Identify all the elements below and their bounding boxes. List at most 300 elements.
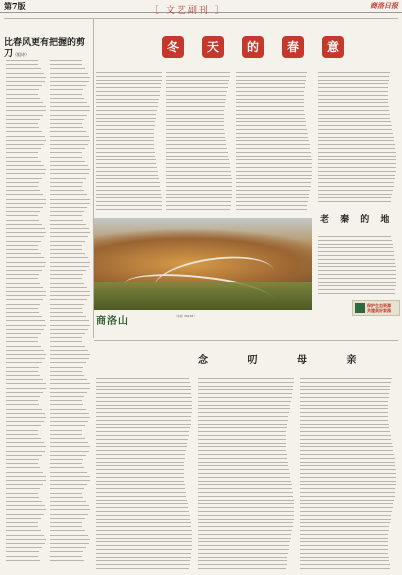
text-line [198,545,289,546]
text-line [300,443,392,444]
text-line [300,511,392,512]
text-line [50,257,88,258]
left-article-title [4,38,92,60]
text-line [96,553,191,554]
text-line [166,80,229,81]
text-line [6,501,42,502]
text-line [236,175,312,176]
text-line [166,152,228,153]
text-line [50,316,86,317]
banner-tile: 春 [282,36,304,58]
text-line [198,500,294,501]
text-line [318,289,395,290]
text-line [96,91,160,92]
text-line [96,431,189,432]
text-line [318,137,394,138]
text-line [198,386,293,387]
text-line [6,220,39,221]
text-line [198,560,287,561]
text-line [6,278,38,279]
text-line [96,427,190,428]
text-line [50,556,82,557]
text-line [50,77,90,78]
text-line [198,427,287,428]
text-line [50,203,90,204]
text-line [166,201,231,202]
text-line [300,408,388,409]
masthead-logo: 商洛日报 [370,1,398,10]
text-line [50,131,86,132]
text-line [6,358,45,359]
text-line [50,341,82,342]
text-line [6,337,38,338]
text-line [50,157,82,158]
text-line [318,125,392,126]
text-line [198,393,292,394]
text-line [6,488,40,489]
text-line [236,118,305,119]
text-line [318,278,396,279]
text-line [96,201,162,202]
text-line [50,304,84,305]
text-line [198,420,288,421]
text-line [318,144,395,145]
text-line [318,99,388,100]
text-line [50,81,89,82]
text-line [318,259,395,260]
text-line [96,171,158,172]
text-line [300,389,390,390]
text-line [50,228,89,229]
text-line [50,459,83,460]
text-line [236,163,312,164]
text-line [6,169,46,170]
text-line [198,503,294,504]
text-line [198,488,292,489]
text-line [50,417,90,418]
text-line [6,455,42,456]
text-line [166,159,229,160]
text-line [96,80,162,81]
text-line [50,148,85,149]
text-line [300,488,395,489]
text-line [318,118,390,119]
text-line [318,110,389,111]
text-line [96,408,192,409]
text-line [50,64,82,65]
text-line [96,534,192,535]
text-line [50,106,90,107]
text-line [96,412,192,413]
text-line [166,140,226,141]
text-line [318,236,391,237]
text-line [96,469,184,470]
text-line [6,140,46,141]
eco-logo-icon [355,303,365,313]
text-line [50,220,83,221]
text-line [198,541,290,542]
text-line [6,228,45,229]
text-line [96,424,191,425]
text-line [6,274,39,275]
text-line [300,431,390,432]
text-line [96,458,185,459]
text-line [300,378,392,379]
text-line [6,316,42,317]
text-line [6,329,44,330]
text-line [6,182,39,183]
text-line [198,378,294,379]
bottom-article-headline: 念 叨 母 亲 [198,355,375,366]
text-line [50,320,89,321]
text-line [236,152,311,153]
text-line [96,76,162,77]
text-line [50,283,84,284]
text-line [300,557,389,558]
text-line [6,119,40,120]
text-line [318,72,390,73]
text-line [236,110,304,111]
text-line [236,133,308,134]
text-line [50,68,85,69]
text-line [6,320,45,321]
text-line [50,127,83,128]
text-line [300,427,389,428]
text-line [96,114,156,115]
text-line [166,171,231,172]
text-line [6,207,43,208]
text-line [6,409,42,410]
text-line [6,148,41,149]
text-line [50,484,87,485]
text-line [198,553,288,554]
text-line [96,144,154,145]
text-line [166,167,230,168]
text-line [300,416,388,417]
text-line [6,211,40,212]
text-line [50,518,85,519]
text-line [6,266,45,267]
text-line [50,367,83,368]
text-line [50,144,88,145]
text-line [236,182,311,183]
text-line [198,549,289,550]
banner-title [162,36,346,58]
text-line [6,299,43,300]
text-line [236,140,309,141]
banner-tile: 的 [242,36,264,58]
text-line [6,367,39,368]
text-line [50,136,89,137]
text-line [236,76,306,77]
text-line [236,106,304,107]
text-line [318,251,394,252]
text-line [50,325,90,326]
text-line [300,492,395,493]
text-line [6,379,43,380]
text-line [6,497,39,498]
text-line [96,545,192,546]
text-line [166,205,231,206]
text-line [50,488,84,489]
text-line [198,424,287,425]
text-line [6,530,41,531]
text-line [300,515,391,516]
text-line [166,194,232,195]
text-line [166,178,232,179]
text-line [6,98,40,99]
text-line [50,186,82,187]
text-line [96,182,160,183]
text-line [6,430,38,431]
text-line [236,194,309,195]
text-line [318,171,396,172]
text-line [6,203,46,204]
text-line [236,114,305,115]
top-rule [4,18,398,19]
text-line [50,497,83,498]
text-line [50,526,82,527]
text-line [6,161,41,162]
text-line [6,127,39,128]
text-line [318,80,389,81]
text-line [6,375,40,376]
text-line [6,350,44,351]
text-line [166,95,226,96]
text-line [50,262,90,263]
text-line [96,568,189,569]
text-line [236,87,305,88]
text-line [6,270,42,271]
text-line [198,522,293,523]
text-line [6,178,42,179]
text-line [6,547,42,548]
text-line [96,481,184,482]
text-line [50,165,88,166]
text-line [236,72,307,73]
text-line [318,133,393,134]
text-line [96,500,187,501]
text-line [236,156,311,157]
text-line [6,165,44,166]
text-line [318,293,395,294]
text-line [50,60,82,61]
text-line [50,291,90,292]
text-line [6,551,39,552]
text-line [300,541,388,542]
text-line [300,507,393,508]
text-line [166,144,226,145]
text-line [96,83,161,84]
text-line [50,73,88,74]
text-line [6,110,46,111]
text-line [198,405,290,406]
text-line [198,473,290,474]
text-line [166,182,232,183]
text-line [236,83,305,84]
text-line [300,382,391,383]
text-line [300,519,391,520]
text-line [6,438,41,439]
text-line [318,152,396,153]
text-line [6,215,38,216]
text-line [300,564,390,565]
text-line [166,121,224,122]
text-line [50,543,89,544]
text-line [96,443,187,444]
text-line [50,404,83,405]
text-line [50,434,82,435]
text-line [50,392,87,393]
text-line [96,194,161,195]
text-line [50,211,84,212]
text-line [96,129,154,130]
text-line [236,178,312,179]
text-line [6,81,45,82]
text-line [300,450,393,451]
text-line [96,465,184,466]
text-line [6,425,41,426]
text-line [6,526,38,527]
text-line [50,249,82,250]
text-line [6,509,46,510]
text-line [50,329,88,330]
text-line [96,152,155,153]
text-line [198,450,286,451]
text-line [300,424,389,425]
text-line [96,393,191,394]
text-line [96,197,162,198]
text-line [6,371,38,372]
text-line [318,240,392,241]
text-line [96,420,191,421]
text-line [6,262,46,263]
text-line [96,526,191,527]
text-line [318,87,388,88]
text-line [50,467,84,468]
text-line [166,137,225,138]
text-line [6,413,45,414]
text-line [318,156,396,157]
text-line [166,102,225,103]
text-line [198,496,293,497]
caption-title: 商洛山 [96,316,129,327]
text-line [300,435,391,436]
text-line [300,412,388,413]
text-line [96,477,184,478]
text-line [166,190,232,191]
text-line [318,140,394,141]
text-line [318,282,396,283]
text-line [50,190,84,191]
text-line [50,442,88,443]
text-line [50,400,82,401]
text-line [166,114,224,115]
text-line [318,91,388,92]
text-line [6,560,40,561]
text-line [50,425,85,426]
text-line [6,539,46,540]
text-line [6,493,38,494]
text-line [6,446,46,447]
text-line [198,416,288,417]
text-line [198,557,287,558]
text-line [166,106,225,107]
text-line [50,232,90,233]
text-line [96,450,186,451]
text-line [300,458,395,459]
text-line [6,295,46,296]
text-line [50,463,82,464]
text-line [198,435,286,436]
left-column [4,22,92,572]
text-line [6,291,46,292]
text-line [50,455,86,456]
text-line [318,159,396,160]
text-line [300,553,388,554]
text-line [300,496,395,497]
text-line [166,125,224,126]
text-line [96,163,156,164]
text-line [50,379,87,380]
text-line [198,397,292,398]
text-line [6,304,40,305]
text-line [198,519,294,520]
text-line [96,439,188,440]
text-line [300,397,389,398]
text-line [198,431,286,432]
text-line [318,274,396,275]
text-line [166,129,224,130]
text-line [198,454,287,455]
text-line [318,244,393,245]
text-line [318,270,396,271]
text-line [6,396,40,397]
text-line [50,476,90,477]
text-line [198,382,294,383]
top-bar [0,0,402,16]
text-line [50,169,90,170]
text-line [96,99,159,100]
text-line [300,420,388,421]
text-line [300,538,388,539]
text-line [96,541,192,542]
title-suffix: （组诗） [13,52,30,57]
caption-dim: （水彩 36x38） [174,314,197,318]
text-line [6,518,41,519]
text-line [6,123,38,124]
text-line [6,64,38,65]
text-line [50,371,82,372]
text-line [50,224,86,225]
text-line [198,477,290,478]
text-line [300,462,395,463]
text-line [300,530,389,531]
text-line [96,564,190,565]
text-line [50,94,82,95]
text-line [300,481,396,482]
text-line [198,484,292,485]
text-line [50,161,85,162]
text-line [96,118,156,119]
text-line [50,241,85,242]
text-line [300,439,391,440]
text-line [96,507,188,508]
text-line [50,539,90,540]
text-line [236,148,310,149]
text-line [236,137,308,138]
text-line [318,163,396,164]
